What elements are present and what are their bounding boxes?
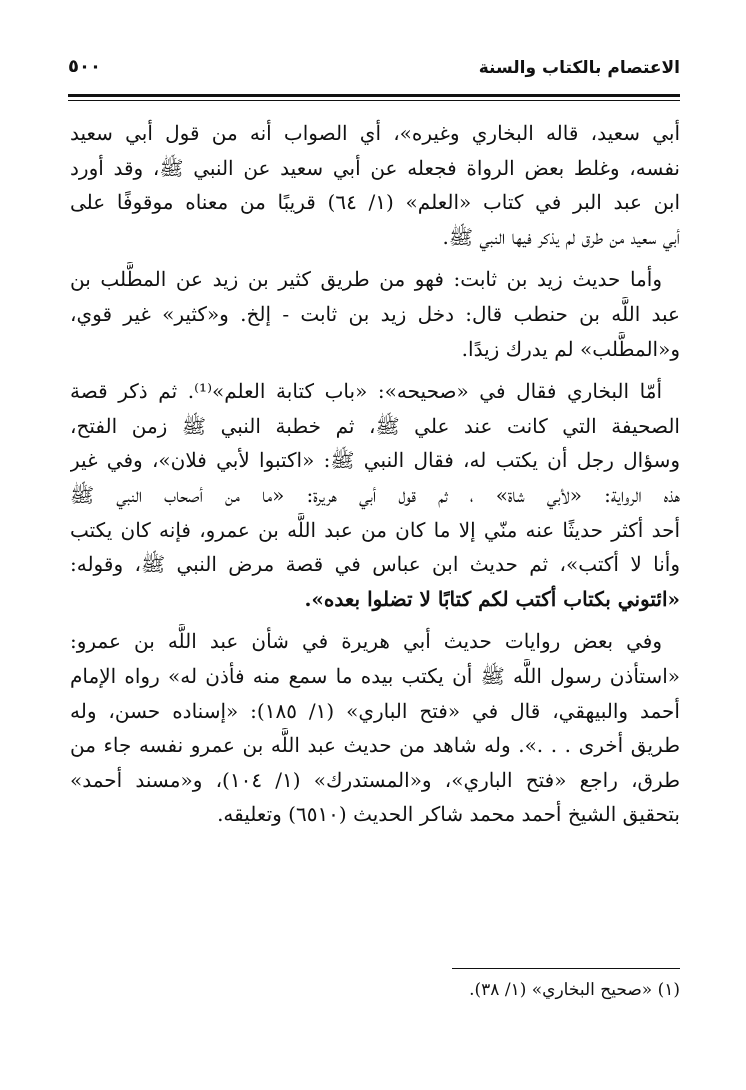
text-line: أمّا البخاري فقال في «صحيحه»: «باب كتابة العلم»⁽¹⁾. ثم ذكر قصة	[70, 379, 662, 404]
text-line: أبي سعيد من طرق لم يذكر فيها النبي ﷺ.	[442, 224, 680, 249]
text-line: وسؤال رجل أن يكتب له، فقال النبي ﷺ: «اكتبوا لأبي فلان»، وفي غير	[70, 448, 680, 473]
paragraph-2	[70, 262, 680, 366]
text-line: أبي سعيد، قاله البخاري وغيره»، أي الصواب أنه من قول أبي سعيد	[70, 121, 680, 145]
paragraph-4	[70, 624, 680, 832]
page-number: ٥٠٠	[68, 56, 101, 77]
text-line: طرق، راجع «فتح الباري»، و«المستدرك» (١/ ١٠٤)، و«مسند أحمد»	[70, 767, 680, 792]
header-rule-thin	[68, 100, 680, 101]
running-title: الاعتصام بالكتاب والسنة	[478, 58, 680, 78]
text-line: أحد أكثر حديثًا عنه منّي إلا ما كان من عبد اللَّه بن عمرو، فإنه كان يكتب	[70, 517, 680, 542]
text-line: «استأذن رسول اللَّه ﷺ أن يكتب بيده ما سمع منه فأذن له» رواه الإمام	[70, 663, 680, 688]
footnote-rule	[452, 968, 680, 969]
paragraph-3	[70, 374, 680, 616]
text-line: ابن عبد البر في كتاب «العلم» (١/ ٦٤) قريبًا من معناه موقوفًا على	[70, 190, 680, 215]
text-line: الصحيفة التي كانت عند علي ﷺ، ثم خطبة النبي ﷺ زمن الفتح،	[70, 413, 680, 438]
text-line: بتحقيق الشيخ أحمد محمد شاكر الحديث (٦٥١٠) وتعليقه.	[217, 802, 680, 827]
text-line: أحمد والبيهقي، قال في «فتح الباري» (١/ ١٨٥): «إسناده حسن، وله	[70, 698, 680, 723]
text-line: نفسه، وغلط بعض الرواة فجعله عن أبي سعيد عن النبي ﷺ، وقد أورد	[70, 155, 680, 180]
text-line: هذه الرواية: «لأبي شاة» ، ثم قول أبي هريرة: «ما من أصحاب النبي ﷺ	[70, 482, 680, 507]
body-text	[70, 116, 680, 840]
page-header	[68, 52, 680, 88]
text-line: وفي بعض روايات حديث أبي هريرة في شأن عبد اللَّه بن عمرو:	[70, 629, 662, 654]
text-line: طريق أخرى . . .». وله شاهد من حديث عبد اللَّه بن عمرو نفسه جاء من	[70, 733, 680, 758]
paragraph-1	[70, 116, 680, 254]
footnote: (١) «صحيح البخاري» (١/ ٣٨).	[469, 980, 680, 1000]
text-line: عبد اللَّه بن حنطب قال: دخل زيد بن ثابت - إلخ. و«كثير» غير قوي،	[70, 301, 680, 326]
text-line: وأنا لا أكتب»، ثم حديث ابن عباس في قصة مرض النبي ﷺ، وقوله:	[70, 552, 680, 577]
text-line: و«المطَّلب» لم يدرك زيدًا.	[461, 336, 680, 361]
text-line-quote: «ائتوني بكتاب أكتب لكم كتابًا لا تضلوا بعده».	[304, 586, 680, 611]
text-line: وأما حديث زيد بن ثابت: فهو من طريق كثير بن زيد عن المطَّلب بن	[70, 267, 662, 292]
header-rule-thick	[68, 94, 680, 97]
